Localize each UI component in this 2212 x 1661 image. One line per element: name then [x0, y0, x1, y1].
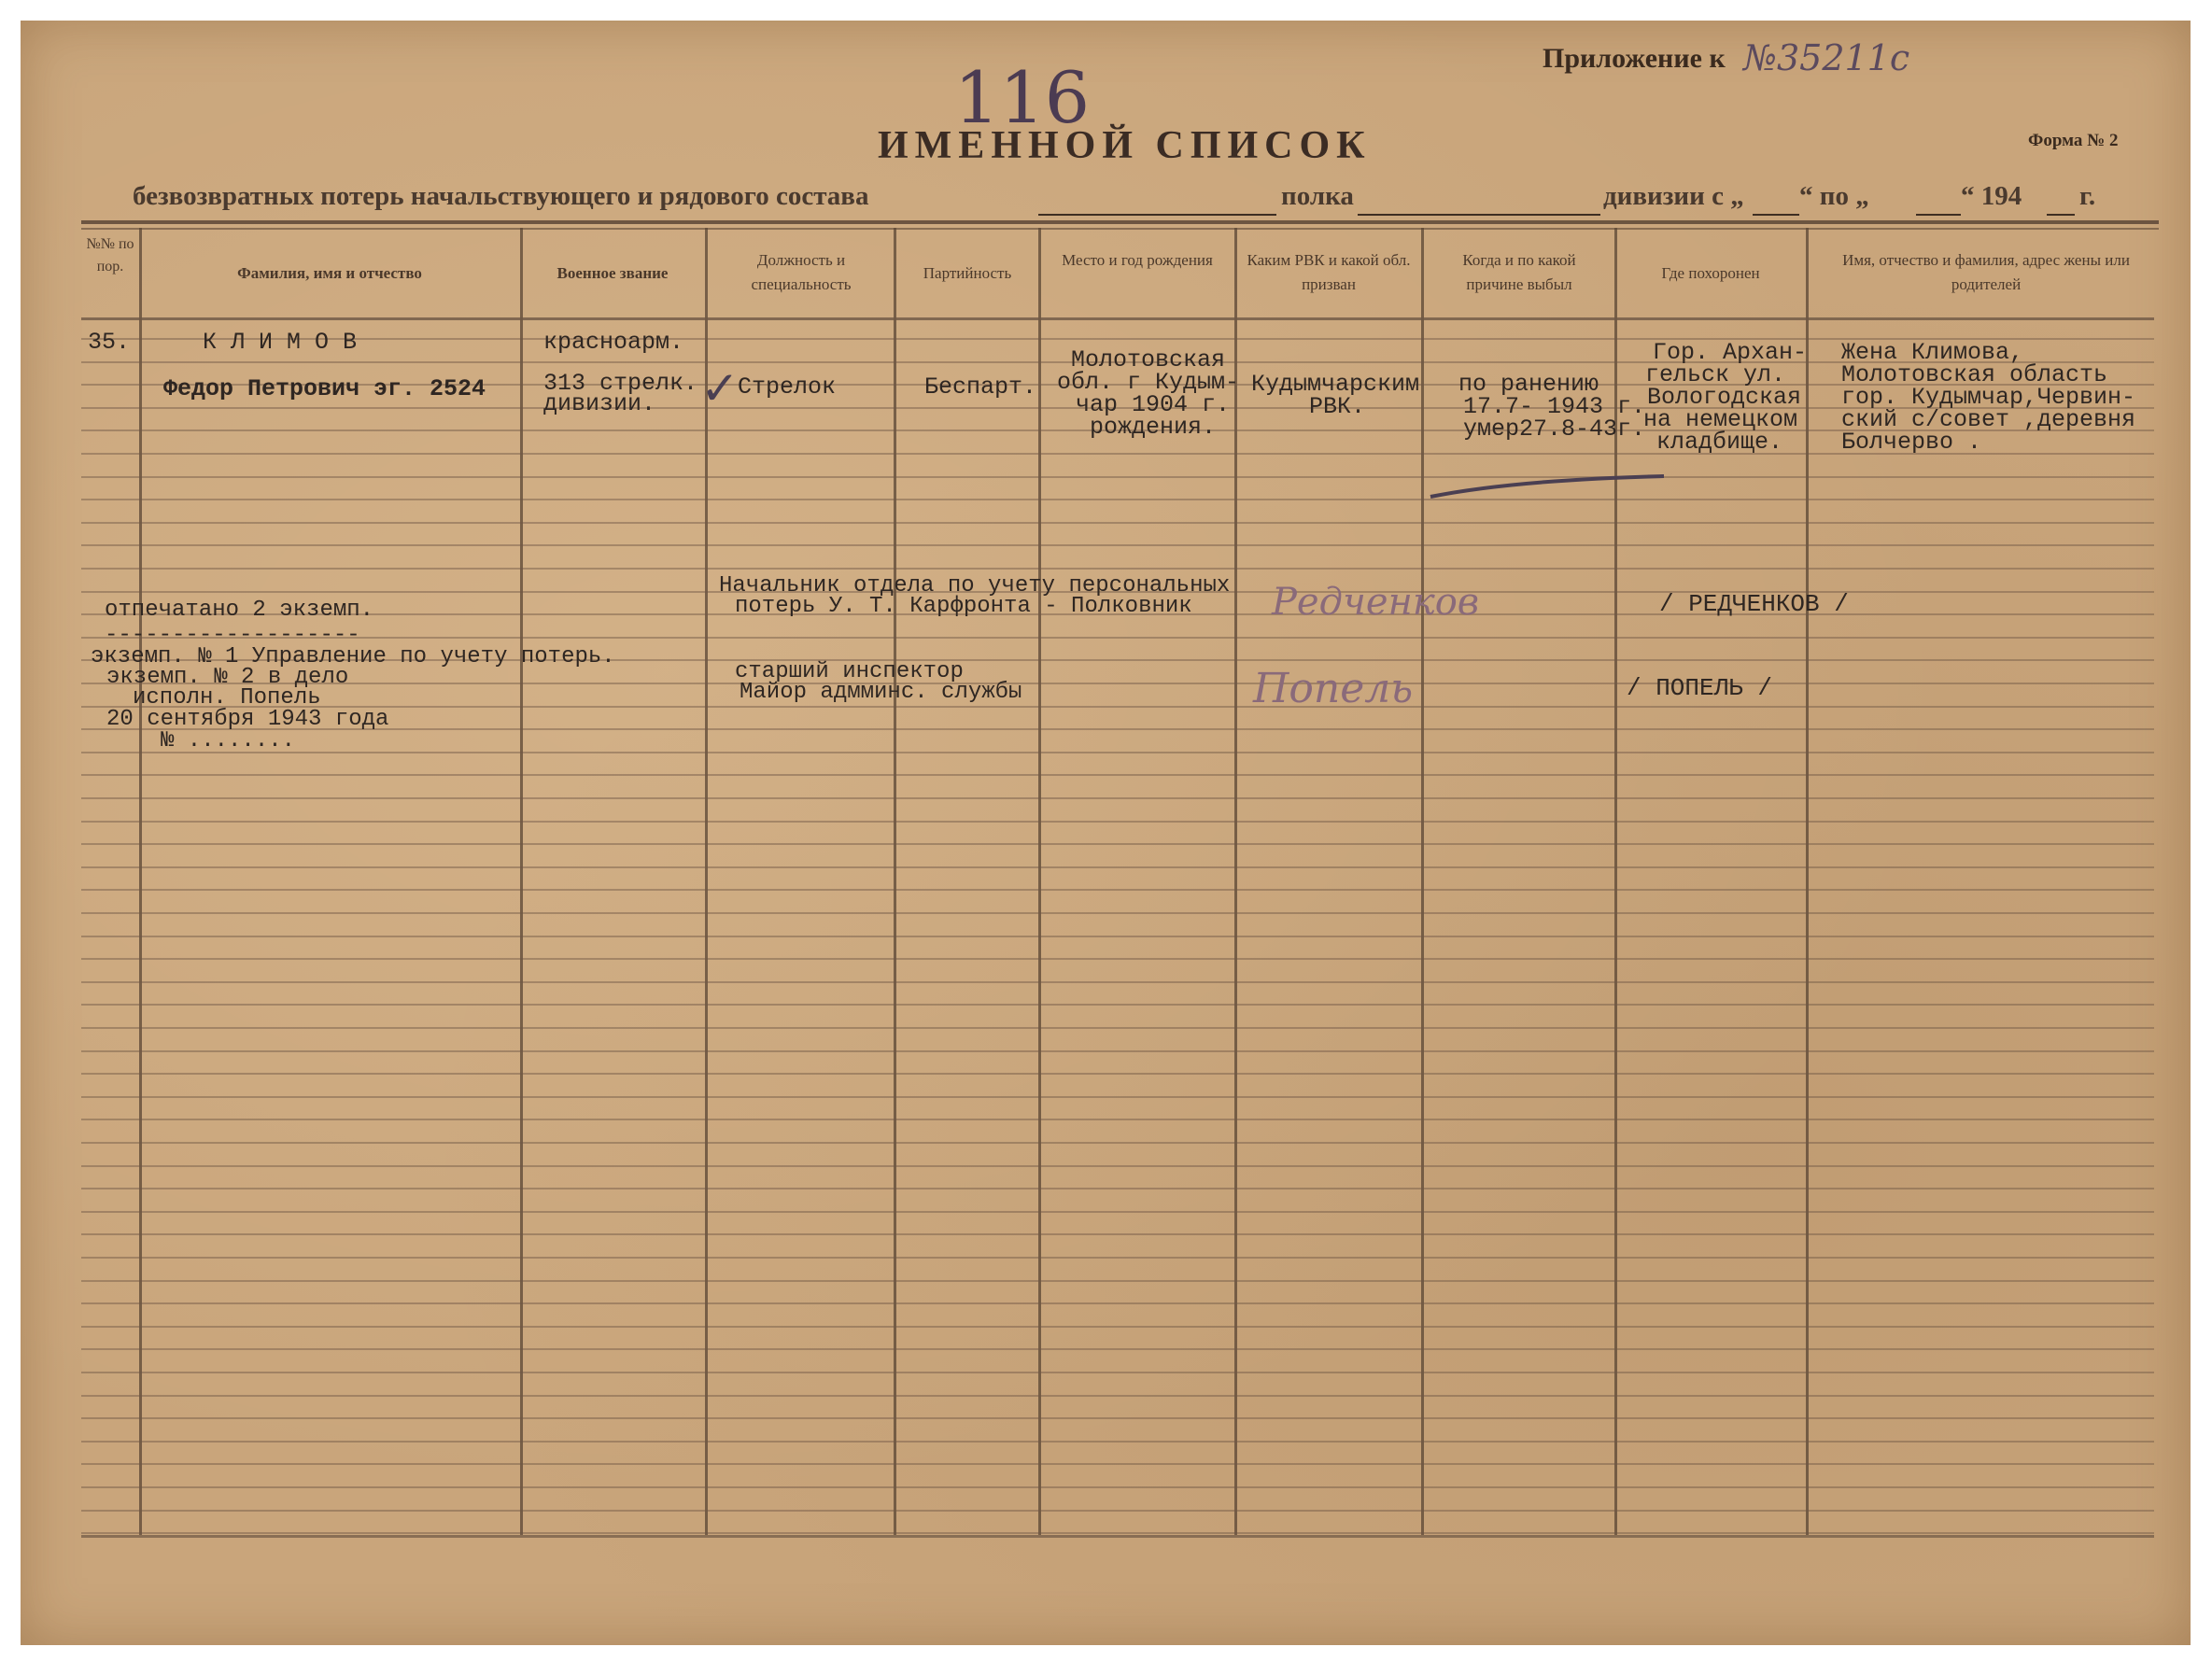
chief-title-2: потерь У. Т. Карфронта - Полковник: [735, 594, 1192, 619]
date-line: 20 сентября 1943 года: [106, 707, 389, 732]
chief-name: / РЕДЧЕНКОВ /: [1659, 590, 1849, 618]
record-kin-4: ский с/совет ,деревня: [1841, 406, 2136, 433]
ruled-line: [81, 981, 2154, 983]
inspector-title-2: Майор адмминс. службы: [740, 680, 1022, 705]
page-title: ИМЕННОЙ СПИСОК: [878, 124, 1372, 167]
col-header-birth: Место и год рождения: [1062, 251, 1213, 269]
col-header-buried: Где похоронен: [1661, 264, 1760, 282]
to-date-blank: [1916, 214, 1961, 216]
executor: исполн. Попель: [133, 685, 321, 711]
ruled-line: [81, 1211, 2154, 1213]
ruled-line: [81, 568, 2154, 570]
dash-separator: -------------------: [105, 623, 360, 648]
ruled-line: [81, 1372, 2154, 1373]
record-rvk-1: Кудымчарским: [1251, 371, 1420, 398]
record-position: Стрелок: [738, 373, 837, 401]
ruled-line: [81, 1486, 2154, 1488]
division-blank: [1358, 214, 1600, 216]
subtitle-part5: “ 194: [1961, 181, 2022, 211]
ruled-line: [81, 1326, 2154, 1328]
ruled-line: [81, 1027, 2154, 1029]
ruled-line: [81, 728, 2154, 730]
document-sheet: [21, 21, 2191, 1645]
ruled-line: [81, 1535, 2154, 1538]
chief-title-1: Начальник отдела по учету персональных: [719, 573, 1231, 598]
col-header-number: №№ по пор.: [86, 236, 134, 274]
ruled-line: [81, 1348, 2154, 1350]
ruled-line: [81, 889, 2154, 891]
copy-one: экземп. № 1 Управление по учету потерь.: [91, 644, 615, 669]
ruled-line: [81, 1142, 2154, 1144]
ruled-line: [81, 1280, 2154, 1282]
ruled-line: [81, 1233, 2154, 1235]
col-line: [1234, 228, 1237, 1535]
ruled-line: [81, 1417, 2154, 1419]
record-buried-1: Гор. Архан-: [1653, 339, 1808, 366]
ruled-line: [81, 936, 2154, 937]
record-buried-4: на немецком: [1643, 406, 1798, 433]
ruled-line: [81, 1302, 2154, 1304]
copy-two: экземп. № 2 в дело: [106, 665, 349, 690]
col-header-party: Партийность: [923, 264, 1012, 282]
stamp-number: 116: [954, 56, 1091, 139]
chief-signature: Редченков: [1272, 581, 1480, 624]
record-birth-3: чар 1904 г.: [1076, 391, 1231, 418]
ruled-line: [81, 752, 2154, 753]
record-number: 35.: [88, 329, 131, 356]
col-header-name: Фамилия, имя и отчество: [237, 264, 422, 282]
year-blank: [2047, 214, 2075, 216]
record-when-1: по ранению: [1458, 371, 1599, 398]
record-when-3: умер27.8-43г.: [1463, 415, 1646, 443]
ruled-line: [81, 1096, 2154, 1098]
record-buried-5: кладбище.: [1656, 429, 1783, 456]
col-line: [1421, 228, 1424, 1535]
appendix-number: №35211с: [1743, 37, 1910, 78]
record-kin-1: Жена Климова,: [1841, 339, 2024, 366]
record-unit-2: дивизии.: [543, 390, 656, 417]
inspector-title-1: старший инспектор: [735, 659, 964, 684]
col-header-rank: Военное звание: [557, 264, 669, 282]
ruled-line: [81, 522, 2154, 524]
ruled-line: [81, 912, 2154, 914]
form-number: Форма № 2: [2028, 131, 2119, 150]
ruled-line: [81, 499, 2154, 500]
col-line: [139, 228, 142, 1535]
record-kin-2: Молотовская область: [1841, 361, 2108, 388]
record-buried-2: гельск ул.: [1645, 361, 1786, 388]
ruled-line: [81, 958, 2154, 960]
record-kin-5: Болчерво .: [1841, 429, 1982, 456]
ruled-line: [81, 1257, 2154, 1259]
record-surname: К Л И М О В: [203, 329, 358, 356]
record-birth-1: Молотовская: [1071, 346, 1226, 373]
regiment-blank: [1038, 214, 1276, 216]
ruled-line: [81, 1441, 2154, 1443]
ruled-line: [81, 1510, 2154, 1512]
ruled-line: [81, 1395, 2154, 1397]
subtitle-part6: г.: [2079, 181, 2096, 211]
col-line: [1038, 228, 1041, 1535]
ruled-line: [81, 774, 2154, 776]
col-header-position: Должность и специальность: [751, 251, 852, 293]
record-buried-3: Вологодская: [1647, 384, 1802, 411]
ruled-line: [81, 797, 2154, 799]
ink-underline: [1421, 459, 1683, 506]
ruled-line: [81, 1119, 2154, 1120]
ruled-line: [81, 637, 2154, 639]
col-line: [705, 228, 708, 1535]
subtitle-part3: дивизии с „: [1603, 181, 1744, 211]
ruled-line: [81, 706, 2154, 708]
record-given-name: Федор Петрович эг. 2524: [163, 375, 486, 402]
ruled-line: [81, 1532, 2154, 1534]
inspector-name: / ПОПЕЛЬ /: [1627, 674, 1773, 702]
col-header-kin: Имя, отчество и фамилия, адрес жены или родителей: [1842, 251, 2130, 293]
ruled-line: [81, 821, 2154, 823]
record-birth-2: обл. г Кудым-: [1057, 369, 1240, 396]
ruled-line: [81, 1073, 2154, 1075]
from-date-blank: [1753, 214, 1799, 216]
col-line: [894, 228, 896, 1535]
col-line: [1806, 228, 1809, 1535]
ruled-line: [81, 1165, 2154, 1167]
inspector-signature: Попель: [1253, 665, 1414, 712]
printed-copies: отпечатано 2 экземп.: [105, 598, 374, 623]
table-top-rule-inner: [81, 228, 2159, 230]
checkmark-icon: ✓: [700, 361, 740, 415]
ruled-line: [81, 683, 2154, 684]
record-birth-4: рождения.: [1090, 414, 1217, 441]
ruled-line: [81, 1463, 2154, 1465]
subtitle-part2: полка: [1281, 181, 1354, 211]
ruled-line: [81, 1188, 2154, 1189]
ruled-line: [81, 1004, 2154, 1006]
outgoing-number: № ........: [161, 728, 296, 753]
subtitle-part4: “ по „: [1799, 181, 1869, 211]
ruled-line: [81, 544, 2154, 546]
ruled-line: [81, 476, 2154, 478]
col-header-rvk: Каким РВК и какой обл. призван: [1247, 251, 1411, 293]
appendix-label: Приложение к: [1543, 43, 1726, 74]
record-when-2: 17.7- 1943 г.: [1463, 393, 1646, 420]
record-unit: 313 стрелк.: [543, 370, 698, 397]
ruled-line: [81, 317, 2154, 320]
table-top-rule: [81, 220, 2159, 224]
ruled-line: [81, 843, 2154, 845]
col-line: [520, 228, 523, 1535]
record-kin-3: гор. Кудымчар,Червин-: [1841, 384, 2136, 411]
record-rvk-2: РВК.: [1309, 393, 1366, 420]
record-party: Беспарт.: [924, 373, 1037, 401]
record-rank: красноарм.: [543, 329, 684, 356]
ruled-line: [81, 866, 2154, 868]
ruled-line: [81, 1050, 2154, 1052]
subtitle-part1: безвозвратных потерь начальствующего и рядового состава: [133, 181, 869, 211]
col-header-when: Когда и по какой причине выбыл: [1462, 251, 1576, 293]
